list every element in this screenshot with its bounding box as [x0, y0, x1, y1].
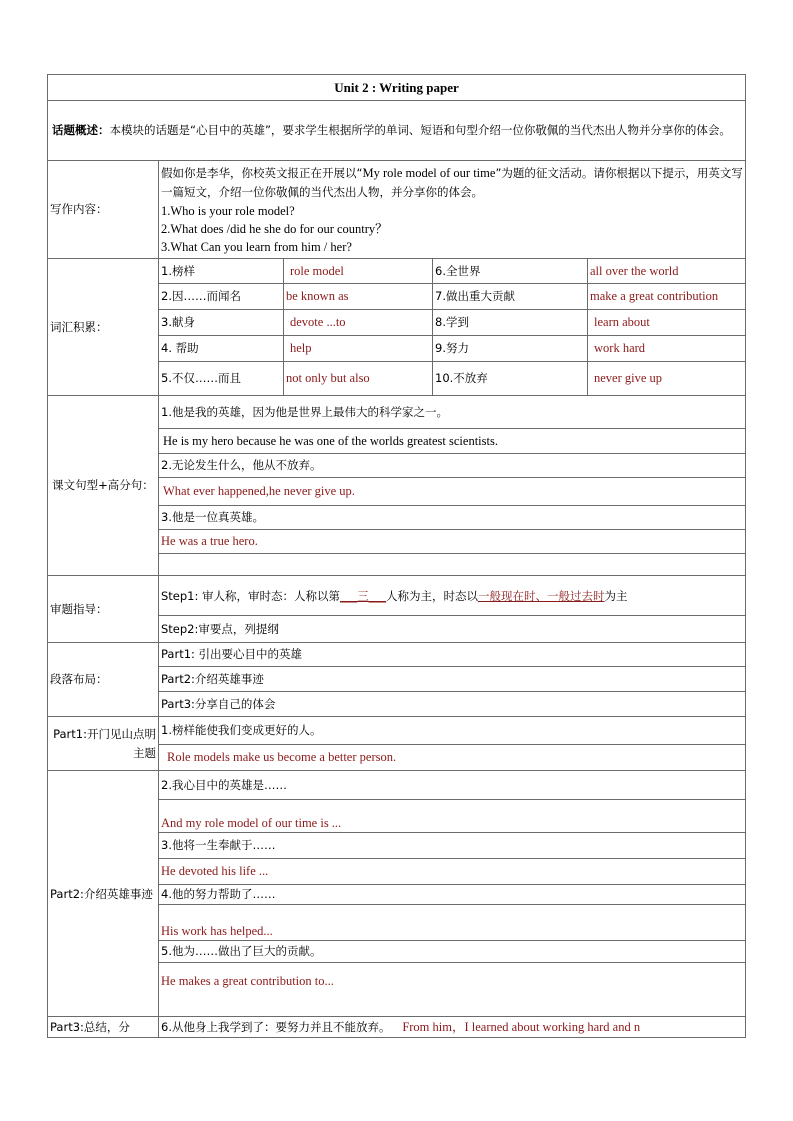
sentence-blank-row [159, 554, 746, 576]
guide-step-2: Step2:审要点，列提纲 [159, 616, 746, 643]
step1-tense: 一般现在时、一般过去时 [478, 588, 605, 603]
part3-en: From him，I learned about working hard and n [402, 1019, 641, 1034]
part2-s2-cn: 2.我心目中的英雄是…… [159, 771, 746, 800]
vocab-en: all over the world [588, 259, 746, 284]
sentences-label: 课文句型+高分句： [48, 396, 159, 576]
writing-prompt [161, 164, 743, 202]
vocab-cn: 9.努力 [433, 336, 588, 362]
step1-person: ___三___ [340, 588, 387, 603]
prompt-part-b: ”为题的征文活动。请你根据以下提示，用英文写一篇短文，介绍一位你敬佩的当代杰出人物，并分享你的体会。 [161, 165, 743, 199]
vocab-cn: 4. 帮助 [159, 336, 284, 362]
vocab-cn: 2.因……而闻名 [159, 284, 284, 310]
vocab-en: role model [284, 259, 433, 284]
sentence-1-en: He is my hero because he was one of the worlds greatest scientists. [159, 429, 746, 454]
layout-part-3: Part3:分享自己的体会 [159, 692, 746, 717]
writing-paper-table [47, 74, 746, 1038]
part2-s4-en: His work has helped... [159, 905, 746, 941]
step1-text-a: Step1: 审人称，审时态：人称以第 [161, 588, 341, 603]
vocab-en: devote ...to [284, 310, 433, 336]
step1-text-b: 人称为主，时态以 [386, 588, 479, 603]
vocab-cn: 1.榜样 [159, 259, 284, 284]
vocab-cn: 7.做出重大贡献 [433, 284, 588, 310]
writing-content-label: 写作内容： [48, 161, 159, 259]
prompt-question-1: 1.Who is your role model? [161, 203, 295, 218]
page-title: Unit 2 : Writing paper [48, 75, 746, 101]
vocab-en: work hard [588, 336, 746, 362]
topic-overview [48, 101, 746, 161]
part2-s2-en: And my role model of our time is ... [159, 800, 746, 833]
prompt-question-3: 3.What Can you learn from him / her? [161, 239, 352, 254]
sentence-3-en: He was a true hero. [159, 530, 746, 554]
part2-s5-cn: 5.他为……做出了巨大的贡献。 [159, 941, 746, 963]
vocab-cn: 5.不仅……而且 [159, 362, 284, 396]
sentence-3-cn: 3.他是一位真英雄。 [159, 506, 746, 530]
part2-s3-cn: 3.他将一生奉献于…… [159, 833, 746, 859]
vocab-cn: 8.学到 [433, 310, 588, 336]
vocab-en: learn about [588, 310, 746, 336]
sentence-2-cn: 2.无论发生什么，他从不放弃。 [159, 454, 746, 478]
guide-step-1 [159, 576, 746, 616]
part2-s4-cn: 4.他的努力帮助了…… [159, 885, 746, 905]
prompt-part-a: 假如你是李华，你校英文报正在开展以“ [161, 165, 363, 180]
prompt-title-en: My role model of our time [362, 165, 496, 180]
part3-label: Part3:总结，分 [48, 1017, 159, 1038]
vocab-en: help [284, 336, 433, 362]
vocab-en: make a great contribution [588, 284, 746, 310]
part3-sentence [159, 1017, 746, 1038]
guide-label: 审题指导： [48, 576, 159, 643]
layout-part-2: Part2:介绍英雄事迹 [159, 667, 746, 692]
vocab-cn: 3.献身 [159, 310, 284, 336]
overview-text: 本模块的话题是“心目中的英雄”，要求学生根据所学的单词、短语和句型介绍一位你敬佩的当代杰出人物并分享你的体会。 [109, 123, 731, 137]
layout-part-1: Part1: 引出要心目中的英雄 [159, 643, 746, 667]
writing-paper-sheet [47, 74, 745, 1038]
sentence-1-cn: 1.他是我的英雄，因为他是世界上最伟大的科学家之一。 [159, 396, 746, 429]
part2-label: Part2:介绍英雄事迹 [48, 771, 159, 1017]
overview-label: 话题概述： [52, 123, 110, 137]
vocab-en: not only but also [284, 362, 433, 396]
vocab-en: never give up [588, 362, 746, 396]
vocab-cn: 6.全世界 [433, 259, 588, 284]
vocab-label: 词汇积累： [48, 259, 159, 396]
step1-text-c: 为主 [604, 588, 628, 603]
writing-content [159, 161, 746, 259]
part1-cn: 1.榜样能使我们变成更好的人。 [159, 717, 746, 745]
layout-label: 段落布局： [48, 643, 159, 717]
part1-en: Role models make us become a better person. [159, 745, 746, 771]
vocab-cn: 10.不放弃 [433, 362, 588, 396]
part2-s3-en: He devoted his life ... [159, 859, 746, 885]
vocab-en: be known as [284, 284, 433, 310]
part3-cn: 6.从他身上我学到了：要努力并且不能放弃。 [161, 1019, 391, 1034]
prompt-question-2: 2.What does /did he she do for our country？ [161, 221, 388, 236]
part2-s5-en: He makes a great contribution to... [159, 963, 746, 1017]
part1-label: Part1:开门见山点明主题 [48, 717, 159, 771]
sentence-2-en: What ever happened,he never give up. [159, 478, 746, 506]
